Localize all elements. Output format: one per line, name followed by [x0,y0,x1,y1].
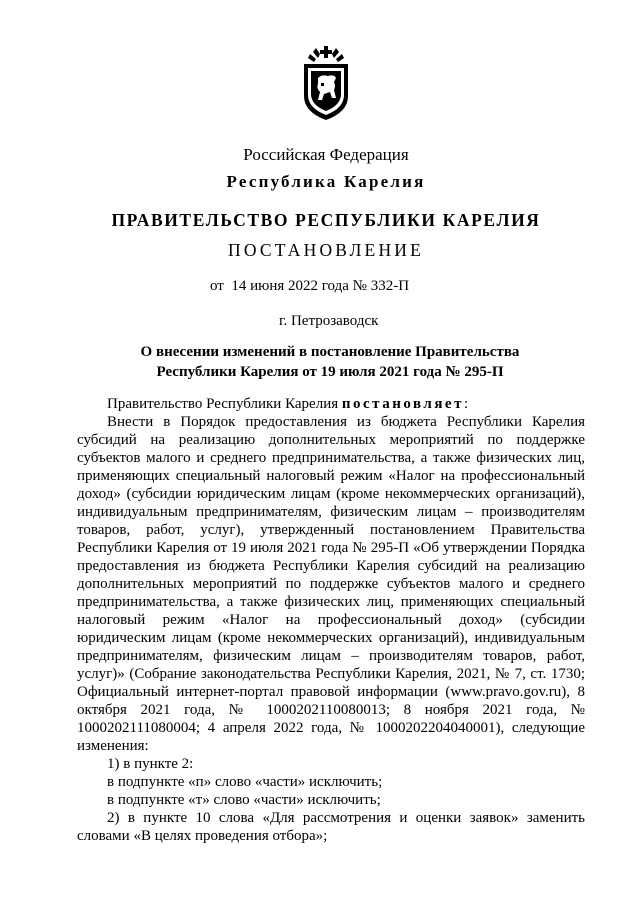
intro-text: Правительство Республики Карелия [107,396,342,412]
government-name: ПРАВИТЕЛЬСТВО РЕСПУБЛИКИ КАРЕЛИЯ [111,210,541,230]
country-name: Российская Федерация [243,145,409,164]
intro-verb: постановляет [341,396,464,412]
coat-of-arms-icon [298,44,354,122]
decree-subject [120,342,540,382]
intro-colon: : [463,396,469,412]
main-paragraph: Внести в Порядок предоставления из бюджета Республики Карелия субсидий на реализацию дополнительных мероприятий по поддержке субъектов малого и среднего предпринимательства, а также физических лиц, применяющих специальный налоговый режим «Налог на профессиональный доход» (субсидии юридическим лицам (кроме некоммерческих организаций), индивидуальным предпринимателям, физическим лицам – производителям товаров, работ, услуг), утвержденный постановлением Правительства Республики Карелия от 19 июля 2021 года № 295-П «Об утверждении Порядка предоставления из бюджета Республики Карелия субсидий на реализацию дополнительных мероприятий по поддержке субъектов малого и среднего предпринимательства, а также физических лиц, применяющих специальный налоговый режим «Налог на профессиональный доход» (субсидии юридическим лицам (кроме некоммерческих организаций), индивидуальным предпринимателям, физическим лицам – производителям товаров, работ, услуг)» (Собрание законодательства Республики Карелия, 2021, № 7, ст. 1730; Официальный интернет-портал правовой информации (www.pravo.gov.ru), 8 октября 2021 года, № 1000202110080013; 8 ноября 2021 года, № 1000202111080004; 4 апреля 2022 года, № 1000202204040001), следующие изменения: [77,414,585,754]
subject-line-2: Республики Карелия от 19 июля 2021 года № 295-П [156,364,504,380]
item-2: 2) в пункте 10 слова «Для рассмотрения и оценки заявок» заменить словами «В целях проведения отбора»; [77,810,585,844]
republic-name: Республика Карелия [226,172,426,191]
city-line: г. Петрозаводск [279,313,379,329]
decree-body [77,395,585,845]
intro-paragraph [77,395,585,413]
date-number-line: от 14 июня 2022 года № 332-П [210,278,410,294]
item-1-sub-a: в подпункте «п» слово «части» исключить; [107,774,383,790]
document-type: ПОСТАНОВЛЕНИЕ [227,240,425,260]
item-1: 1) в пункте 2: [107,756,194,772]
item-1-sub-b: в подпункте «т» слово «части» исключить; [107,792,381,808]
subject-line-1: О внесении изменений в постановление Правительства [140,344,520,360]
